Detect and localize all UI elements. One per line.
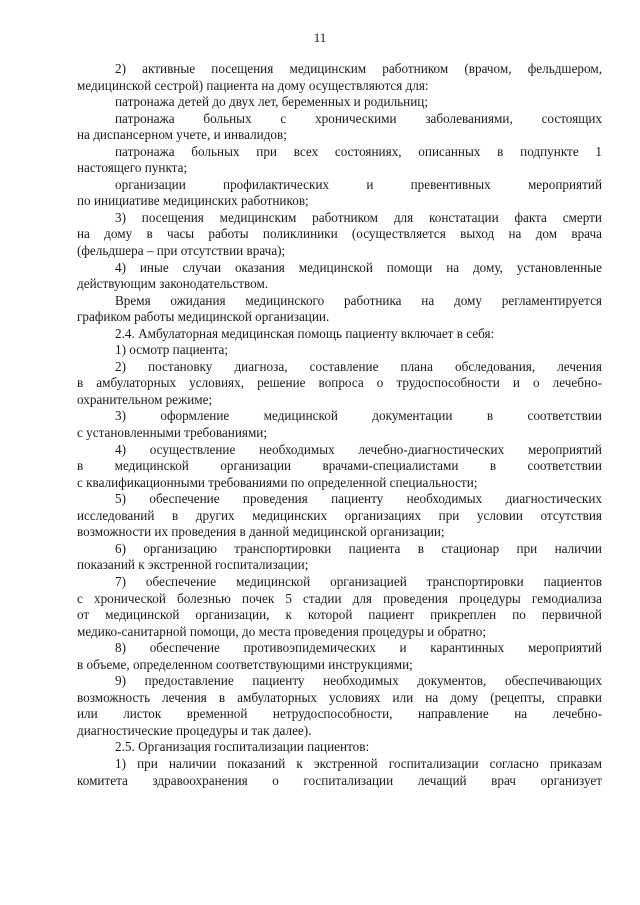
page-number: 11 <box>313 30 327 45</box>
text-line: патронажа больных при всех состояниях, описанных в подпункте 1 <box>115 143 602 159</box>
text-line: 3) оформление медицинской документации в соответствии <box>115 408 602 424</box>
text-line: 6) организацию транспортировки пациента в стационар при наличии <box>115 540 602 556</box>
text-line: организации профилактических и превентивных мероприятий <box>115 176 602 192</box>
text-line: 5) обеспечение проведения пациенту необходимых диагностических <box>115 491 602 507</box>
text-line: 2.5. Организация госпитализации пациентов: <box>115 739 370 755</box>
text-line: 2) активные посещения медицинским работником (врачом, фельдшером, <box>115 61 602 76</box>
text-line: 1) осмотр пациента; <box>115 342 229 358</box>
text-line: 8) обеспечение противоэпидемических и карантинных мероприятий <box>115 640 602 656</box>
text-line: на дому в часы работы поликлиники (осуществляется выход на дом врача <box>77 226 602 242</box>
text-line: от медицинской организации, к которой пациент прикреплен по первичной <box>77 607 602 623</box>
text-line: медико-санитарной помощи, до места проведения процедуры и обратно; <box>77 623 487 639</box>
text-line: диагностические процедуры и так далее). <box>77 722 312 738</box>
text-line: с квалификационными требованиями по определенной специальности; <box>77 474 478 490</box>
text-line: 2) постановку диагноза, составление плана обследования, лечения <box>115 358 602 374</box>
text-line: исследований в других медицинских организациях при условии отсутствия <box>77 507 602 523</box>
text-line: по инициативе медицинских работников; <box>77 193 309 209</box>
text-line: показаний к экстренной госпитализации; <box>77 557 309 573</box>
text-line: на диспансерном учете, и инвалидов; <box>77 127 287 143</box>
text-line: патронажа больных с хроническими заболеваниями, состоящих <box>115 110 602 126</box>
text-line: в амбулаторных условиях, решение вопроса о трудоспособности и о лечебно- <box>77 375 602 391</box>
text-line: с установленными требованиями; <box>77 425 268 441</box>
text-line: действующим законодательством. <box>77 276 269 292</box>
text-line: 2.4. Амбулаторная медицинская помощь пациенту включает в себя: <box>115 325 495 341</box>
text-line: (фельдшера – при отсутствии врача); <box>77 243 286 259</box>
text-line: Время ожидания медицинского работника на дому регламентируется <box>115 292 602 308</box>
text-line: 4) иные случаи оказания медицинской помощи на дому, установленные <box>115 259 602 275</box>
text-line: настоящего пункта; <box>77 160 188 176</box>
text-line: графиком работы медицинской организации. <box>77 309 330 325</box>
text-line: 9) предоставление пациенту необходимых документов, обеспечивающих <box>115 673 602 689</box>
text-line: медицинской сестрой) пациента на дому осуществляются для: <box>77 77 429 93</box>
text-line: охранительном режиме; <box>77 391 213 407</box>
text-line: комитета здравоохранения о госпитализации лечащий врач организует <box>77 772 602 788</box>
text-line: в объеме, определенном соответствующими инструкциями; <box>77 656 413 672</box>
document-body <box>77 61 602 789</box>
text-line: 1) при наличии показаний к экстренной госпитализации согласно приказам <box>115 755 602 771</box>
text-line: или листок временной нетрудоспособности, направление на лечебно- <box>77 706 602 722</box>
text-line: с хронической болезнью почек 5 стадии для проведения процедуры гемодиализа <box>77 590 602 606</box>
text-line: возможности их проведения в данной медицинской организации; <box>77 524 445 540</box>
text-line: 4) осуществление необходимых лечебно-диагностических мероприятий <box>115 441 602 457</box>
text-line: 3) посещения медицинским работником для констатации факта смерти <box>115 209 602 225</box>
text-line: возможность лечения в амбулаторных условиях или на дому (рецепты, справки <box>77 689 602 705</box>
text-line: патронажа детей до двух лет, беременных и родильниц; <box>115 94 429 110</box>
text-line: 7) обеспечение медицинской организацией транспортировки пациентов <box>115 573 602 589</box>
text-line: в медицинской организации врачами-специалистами в соответствии <box>77 458 602 474</box>
